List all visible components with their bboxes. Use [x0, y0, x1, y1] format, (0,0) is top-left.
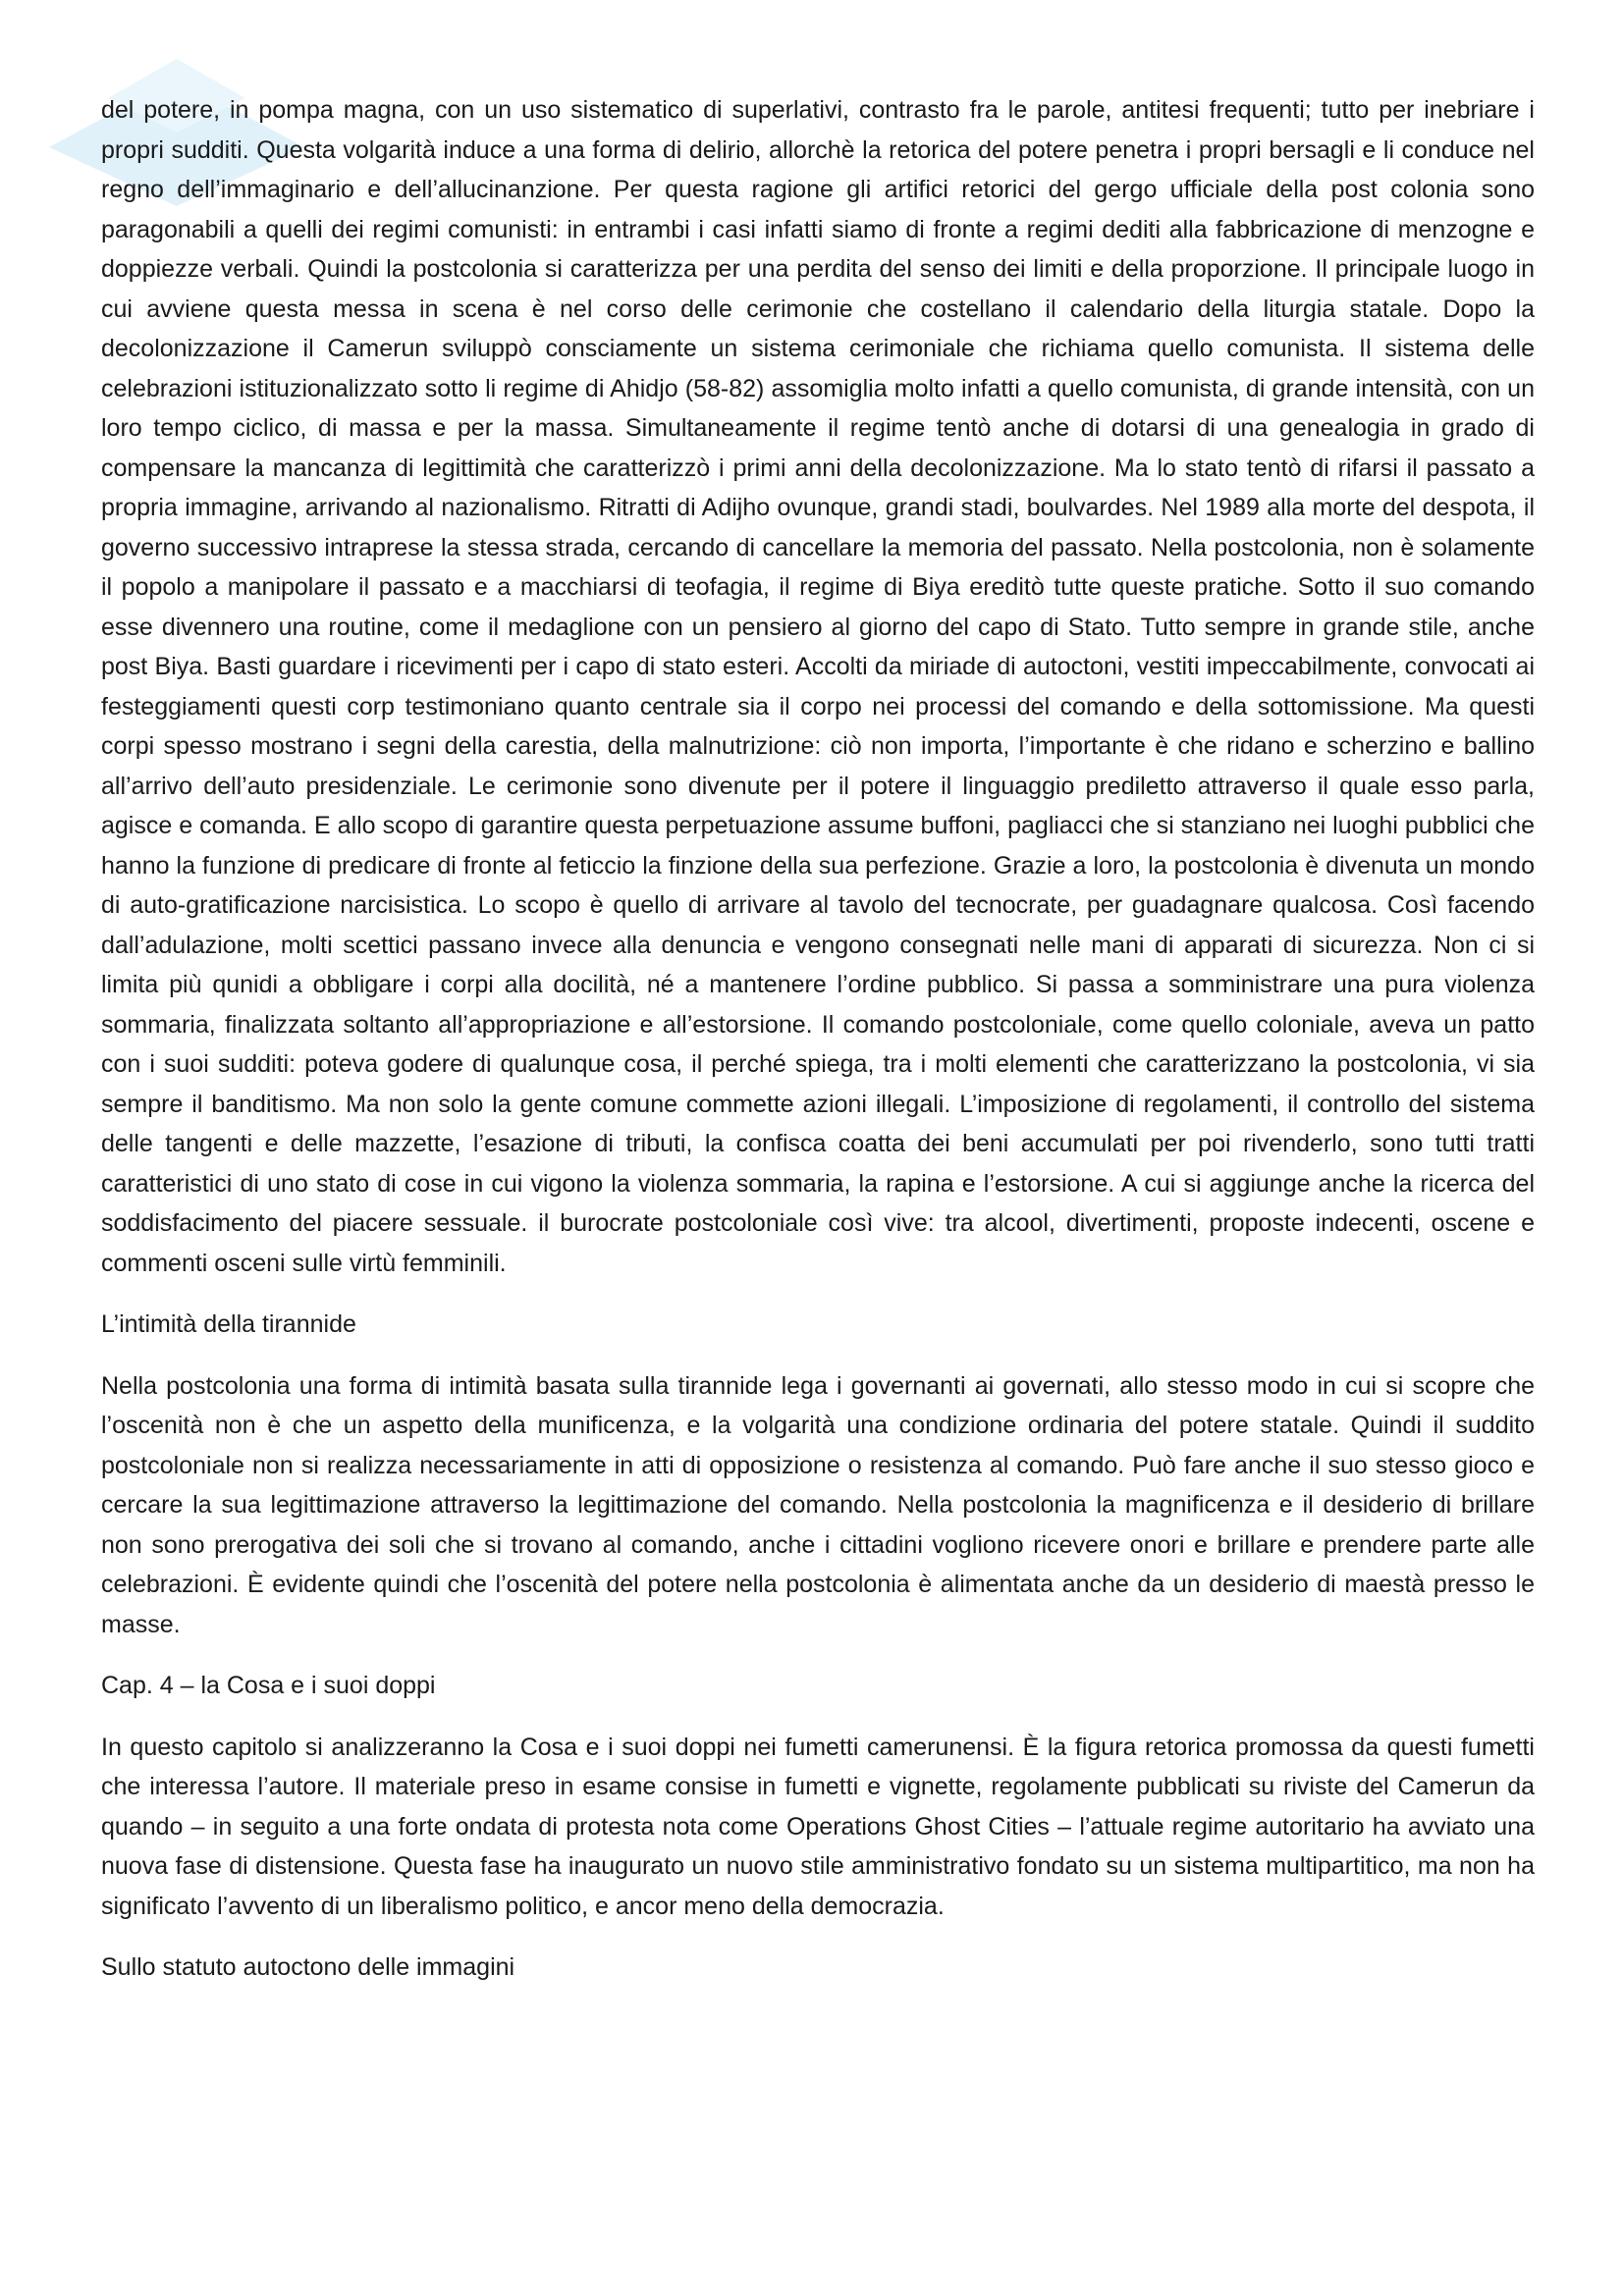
paragraph-ceremonies: del potere, in pompa magna, con un uso sistematico di superlativi, contrasto fra le parole, antitesi frequenti; tutto per inebriare i propri sudditi. Questa volgarità induce a una forma di delirio, allorchè la retorica del potere penetra i propri bersagli e li conduce nel regno dell’immaginario e dell’allucinanzione. Per questa ragione gli artifici retorici del gergo ufficiale della post colonia sono paragonabili a quelli dei regimi comunisti: in entrambi i casi infatti siamo di fronte a regimi dediti alla fabbricazione di menzogne e doppiezze verbali. Quindi la postcolonia si caratterizza per una perdita del senso dei limiti e della proporzione. Il principale luogo in cui avviene questa messa in scena è nel corso delle cerimonie che costellano il calendario della liturgia statale. Dopo la decolonizzazione il Camerun sviluppò consciamente un sistema cerimoniale che richiama quello comunista. Il sistema delle celebrazioni istituzionalizzato sotto li regime di Ahidjo (58-82) assomiglia molto infatti a quello comunista, di grande intensità, con un loro tempo ciclico, di massa e per la massa. Simultaneamente il regime tentò anche di dotarsi di una genealogia in grado di compensare la mancanza di legittimità che caratterizzò i primi anni della decolonizzazione. Ma lo stato tentò di rifarsi il passato a propria immagine, arrivando al nazionalismo. Ritratti di Adijho ovunque, grandi stadi, boulvardes. Nel 1989 alla morte del despota, il governo successivo intraprese la stessa strada, cercando di cancellare la memoria del passato. Nella postcolonia, non è solamente il popolo a manipolare il passato e a macchiarsi di teofagia, il regime di Biya ereditò tutte queste pratiche. Sotto il suo comando esse divennero una routine, come il medaglione con un pensiero al giorno del capo di Stato. Tutto sempre in grande stile, anche post Biya. Basti guardare i ricevimenti per i capo di stato esteri. Accolti da miriade di autoctoni, vestiti impeccabilmente, convocati ai festeggiamenti questi corp testimoniano quanto centrale sia il corpo nei processi del comando e della sottomissione. Ma questi corpi spesso mostrano i segni della carestia, della malnutrizione: ciò non importa, l’importante è che ridano e scherzino e ballino all’arrivo dell’auto presidenziale. Le cerimonie sono divenute per il potere il linguaggio prediletto attraverso il quale esso parla, agisce e comanda. E allo scopo di garantire questa perpetuazione assume buffoni, pagliacci che si stanziano nei luoghi pubblici che hanno la funzione di predicare di fronte al feticcio la finzione della sua perfezione. Grazie a loro, la postcolonia è divenuta un mondo di auto-gratificazione narcisistica. Lo scopo è quello di arrivare al tavolo del tecnocrate, per guadagnare qualcosa. Così facendo dall’adulazione, molti scettici passano invece alla denuncia e vengono consegnati nelle mani di apparati di sicurezza. Non ci si limita più qunidi a obbligare i corpi alla docilità, né a mantenere l’ordine pubblico. Si passa a somministrare una pura violenza sommaria, finalizzata soltanto all’appropriazione e all’estorsione. Il comando postcoloniale, come quello coloniale, aveva un patto con i suoi sudditi: poteva godere di qualunque cosa, il perché spiega, tra i molti elementi che caratterizzano la postcolonia, vi sia sempre il banditismo. Ma non solo la gente comune commette azioni illegali. L’imposizione di regolamenti, il controllo del sistema delle tangenti e delle mazzette, l’esazione di tributi, la confisca coatta dei beni accumulati per poi rivenderlo, sono tutti tratti caratteristici di uno stato di cose in cui vigono la violenza sommaria, la rapina e l’estorsione. A cui si aggiunge anche la ricerca del soddisfacimento del piacere sessuale. il burocrate postcoloniale così vive: tra alcool, divertimenti, proposte indecenti, oscene e commenti osceni sulle virtù femminili.	[101, 96, 1535, 1277]
text-body	[101, 90, 1535, 2009]
section-heading-intimita: L’intimità della tirannide	[101, 1310, 356, 1338]
paragraph-cap4: In questo capitolo si analizzeranno la Cosa e i suoi doppi nei fumetti camerunensi. È la figura retorica promossa da questi fumetti che interessa l’autore. Il materiale preso in esame consise in fumetti e vignette, regolamente pubblicati su riviste del Camerun da quando – in seguito a una forte ondata di protesta nota come Operations Ghost Cities – l’attuale regime autoritario ha avviato una nuova fase di distensione. Questa fase ha inaugurato un nuovo stile amministrativo fondato su un sistema multipartitico, ma non ha significato l’avvento di un liberalismo politico, e ancor meno della democrazia.	[101, 1733, 1535, 1920]
section-heading-statuto: Sullo statuto autoctono delle immagini	[101, 1953, 515, 1981]
paragraph-intimita: Nella postcolonia una forma di intimità basata sulla tirannide lega i governanti ai governati, allo stesso modo in cui si scopre che l’oscenità non è che un aspetto della munificenza, e la volgarità una condizione ordinaria del potere statale. Quindi il suddito postcoloniale non si realizza necessariamente in atti di opposizione o resistenza al comando. Può fare anche il suo stesso gioco e cercare la sua legittimazione attraverso la legittimazione del comando. Nella postcolonia la magnificenza e il desiderio di brillare non sono prerogativa dei soli che si trovano al comando, anche i cittadini vogliono ricevere onori e brillare e prendere parte alle celebrazioni. È evidente quindi che l’oscenità del potere nella postcolonia è alimentata anche da un desiderio di maestà presso le masse.	[101, 1371, 1535, 1638]
chapter-heading-cap4: Cap. 4 – la Cosa e i suoi doppi	[101, 1672, 436, 1699]
